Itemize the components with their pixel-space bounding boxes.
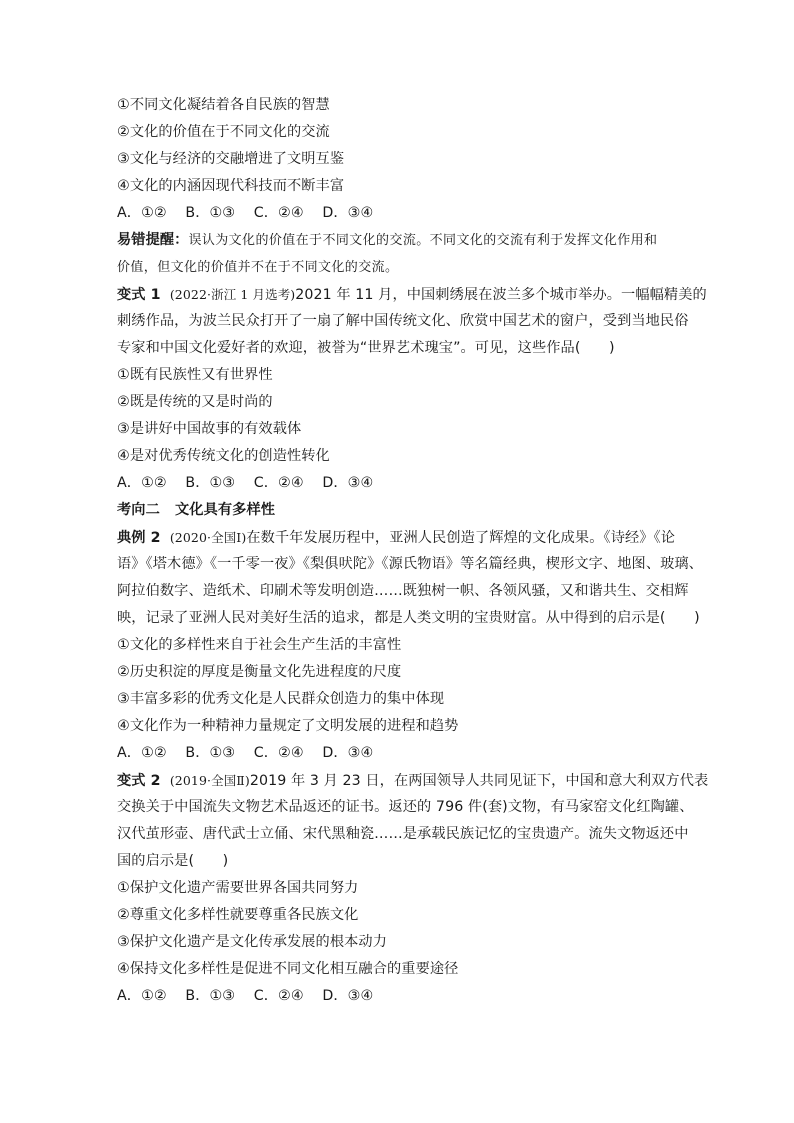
statement-item: ①文化的多样性来自于社会生产生活的丰富性 [117, 637, 402, 653]
option-d: D．③④ [322, 475, 374, 491]
question-stem [117, 767, 709, 794]
error-tip-line [117, 227, 682, 254]
question-label: 典例 2 [117, 530, 161, 546]
question-text: 刺绣作品，为波兰民众打开了一扇了解中国传统文化、欣赏中国艺术的窗户，受到当地民俗 [117, 313, 689, 329]
statement-item: ④是对优秀传统文化的创造性转化 [117, 448, 330, 464]
question-text: 专家和中国文化爱好者的欢迎，被誉为“世界艺术瑰宝”。可见，这些作品( ) [117, 340, 615, 356]
answer-options [117, 470, 682, 497]
question-source: (2022·浙江 1 月选考) [169, 287, 296, 302]
question-source: (2020·全国Ⅰ) [169, 530, 247, 545]
question-label: 变式 2 [117, 773, 161, 789]
statement-item: ①既有民族性又有世界性 [117, 367, 273, 383]
statement-item: ①保护文化遗产需要世界各国共同努力 [117, 880, 359, 896]
option-b: B．①③ [185, 988, 236, 1004]
option-d: D．③④ [322, 745, 374, 761]
question-text: 映，记录了亚洲人民对美好生活的追求，都是人类文明的宝贵财富。从中得到的启示是( ) [117, 610, 700, 626]
statement-item: ③丰富多彩的优秀文化是人民群众创造力的集中体现 [117, 691, 445, 707]
error-tip-label: 易错提醒： [117, 232, 189, 248]
question-text: 在数千年发展历程中，亚洲人民创造了辉煌的文化成果。《诗经》《论 [246, 530, 676, 546]
option-d: D．③④ [322, 988, 374, 1004]
answer-options [117, 740, 682, 767]
statement-item: ②尊重文化多样性就要尊重各民族文化 [117, 907, 359, 923]
statement-item: ③保护文化遗产是文化传承发展的根本动力 [117, 934, 387, 950]
option-c: C．②④ [253, 205, 304, 221]
statement-item: ④文化作为一种精神力量规定了文明发展的进程和趋势 [117, 718, 459, 734]
option-c: C．②④ [253, 745, 304, 761]
option-c: C．②④ [253, 475, 304, 491]
section-heading [117, 497, 682, 524]
error-tip-text: 价值，但文化的价值并不在于不同文化的交流。 [117, 260, 399, 275]
statement-item: ②既是传统的又是时尚的 [117, 394, 273, 410]
error-tip-text: 误认为文化的价值在于不同文化的交流。不同文化的交流有利于发挥文化作用和 [188, 233, 658, 248]
option-c: C．②④ [253, 988, 304, 1004]
option-a: A．①② [117, 475, 167, 491]
question-text: 阿拉伯数字、造纸术、印刷术等发明创造……既独树一帜、各领风骚，又和谐共生、交相辉 [117, 583, 689, 599]
question-source: (2019·全国Ⅱ) [169, 773, 250, 788]
option-d: D．③④ [322, 205, 374, 221]
question-text: 国的启示是( ) [117, 853, 229, 869]
statement-item: ③文化与经济的交融增进了文明互鉴 [117, 151, 345, 167]
option-b: B．①③ [185, 475, 236, 491]
option-a: A．①② [117, 205, 167, 221]
section-title: 文化具有多样性 [175, 502, 276, 518]
question-stem [117, 524, 682, 551]
document-page [117, 92, 709, 1010]
question-text: 2019 年 3 月 23 日，在两国领导人共同见证下，中国和意大利双方代表 [249, 773, 709, 789]
option-a: A．①② [117, 988, 167, 1004]
question-label: 变式 1 [117, 287, 161, 303]
question-text: 2021 年 11 月，中国刺绣展在波兰多个城市举办。一幅幅精美的 [295, 287, 707, 303]
statement-item: ③是讲好中国故事的有效载体 [117, 421, 302, 437]
statement-item: ④保持文化多样性是促进不同文化相互融合的重要途径 [117, 961, 459, 977]
answer-options [117, 983, 682, 1010]
statement-item: ①不同文化凝结着各自民族的智慧 [117, 97, 330, 113]
question-text: 汉代茧形壶、唐代武士立俑、宋代黑釉瓷……是承载民族记忆的宝贵遗产。流失文物返还中 [117, 826, 689, 842]
option-b: B．①③ [185, 745, 236, 761]
statement-item: ②文化的价值在于不同文化的交流 [117, 124, 330, 140]
statement-item: ④文化的内涵因现代科技而不断丰富 [117, 178, 345, 194]
statement-item: ②历史积淀的厚度是衡量文化先进程度的尺度 [117, 664, 402, 680]
option-b: B．①③ [185, 205, 236, 221]
question-text: 语》《塔木德》《一千零一夜》《梨俱吠陀》《源氏物语》等名篇经典，楔形文字、地图、玻璃、 [117, 556, 703, 572]
question-text: 交换关于中国流失文物艺术品返还的证书。返还的 796 件(套)文物，有马家窑文化红陶罐、 [117, 799, 694, 815]
option-a: A．①② [117, 745, 167, 761]
question-stem [117, 281, 707, 308]
answer-options [117, 200, 682, 227]
section-label: 考向二 [117, 502, 160, 518]
